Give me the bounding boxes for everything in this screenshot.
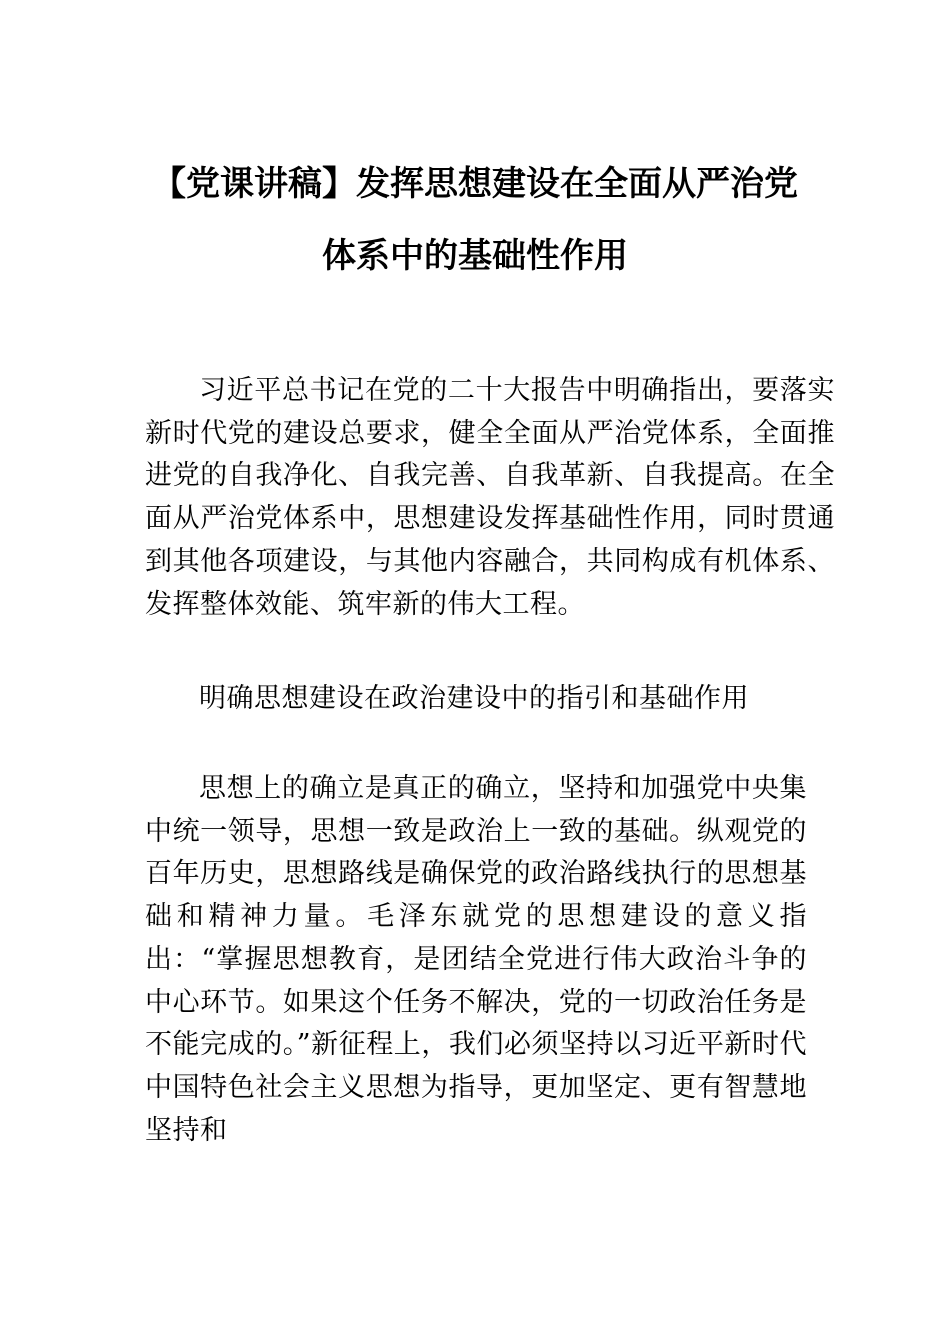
title-line-2: 体系中的基础性作用 (322, 236, 628, 276)
section-paragraph: 思想上的确立是真正的确立，坚持和加强党中央集中统一领导，思想一致是政治上一致的基础。纵观党的百年历史，思想路线是确保党的政治路线执行的思想基础和精神力量。毛泽东就党的思想建设的意义指出：“掌握思想教育，是团结全党进行伟大政治斗争的中心环节。如果这个任务不解决，党的一切政治任务是不能完成的。”新征程上，我们必须坚持以习近平新时代中国特色社会主义思想为指导，更加坚定、更有智慧地坚持和 (145, 773, 807, 1146)
title-line-1: 【党课讲稿】发挥思想建设在全面从严治党 (152, 164, 798, 204)
section-heading: 明确思想建设在政治建设中的指引和基础作用 (199, 683, 749, 714)
intro-paragraph: 习近平总书记在党的二十大报告中明确指出，要落实新时代党的建设总要求，健全全面从严治党体系，全面推进党的自我净化、自我完善、自我革新、自我提高。在全面从严治党体系中，思想建设发挥基础性作用，同时贯通到其他各项建设，与其他内容融合，共同构成有机体系、发挥整体效能、筑牢新的伟大工程。 (145, 375, 835, 620)
document-title (118, 148, 832, 292)
